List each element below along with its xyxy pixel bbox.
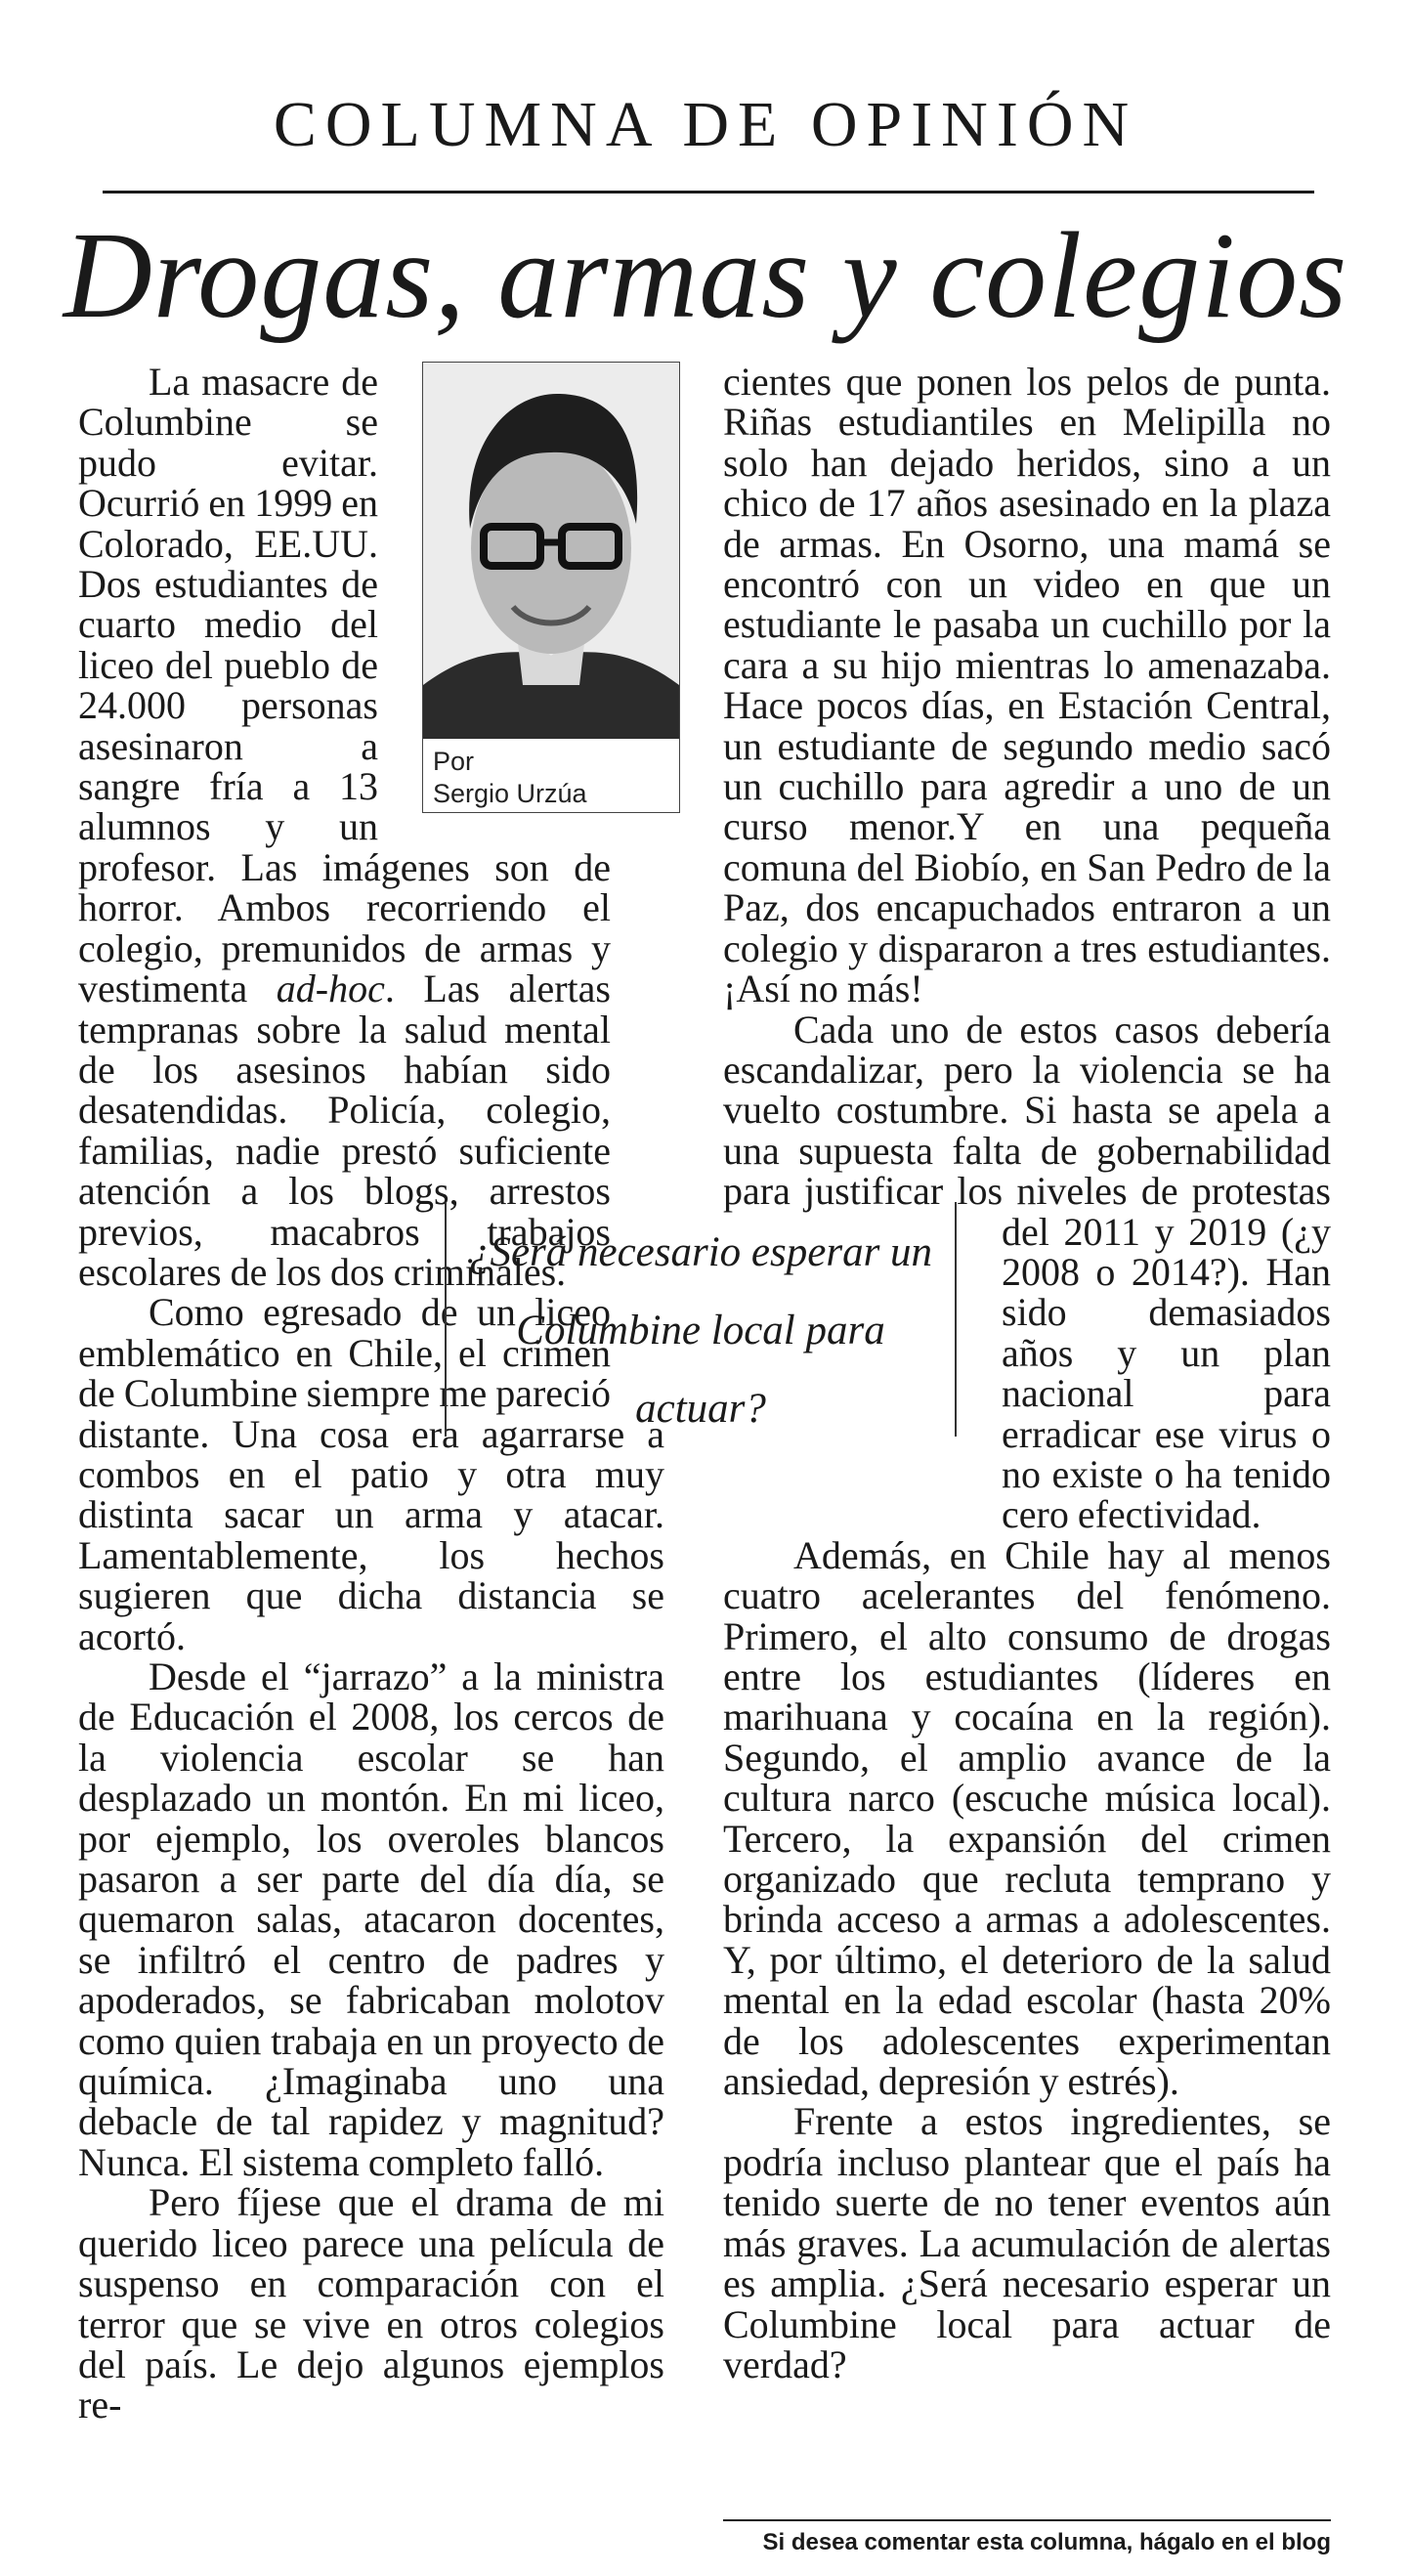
author-portrait: [423, 363, 679, 739]
byline-author: Sergio Urzúa: [433, 779, 587, 808]
paragraph-6: Además, en Chile hay al menos cuatro acelerantes del fenómeno. Primero, el alto consumo de drogas entre los estudiantes (líderes en marihuana y cocaína en la región). Segundo, el amplio avance de la cultura narco (escuche música local). Tercero, la expansión del crimen organizado que recluta temprano y brinda acceso a armas a adolescentes. Y, por último, el deterioro de la salud mental en la edad escolar (hasta 20% de los adolescentes experimentan ansiedad, depresión y estrés).: [723, 1532, 1331, 2104]
headline: Drogas, armas y colegios: [63, 208, 1348, 344]
pull-quote-text: ¿Será necesario esperar un Columbine local para actuar?: [468, 1229, 933, 1432]
header-rule: [103, 191, 1314, 193]
italic-term: ad-hoc: [276, 966, 385, 1011]
author-photo-box: [422, 362, 680, 813]
paragraph-4: Pero fíjese que el drama de mi querido liceo parece una película de suspenso en comparación con el terror que se vive en otros colegios del país. Le dejo algunos ejemplos re-: [78, 2180, 664, 2427]
paragraph-1: La masacre de Columbine se pudo evitar. Ocurrió en 1999 en Colorado, EE.UU. Dos estudiantes de cuarto medio del liceo del pueblo de 24.000 personas asesinaron a sangre fría a 13 alumnos y un profesor. Las imágenes son de horror. Ambos recorriendo el colegio, premunidos de armas y vestimenta ad-hoc. Las alertas tempranas sobre la salud mental de los asesinos habían sido desatendidas. Policía, colegio, familias, nadie prestó suficiente atención a los blogs, arrestos previos, macabros trabajos escolares de los dos criminales.: [78, 360, 611, 1294]
footer-rule: [723, 2519, 1331, 2521]
byline-prefix: Por: [433, 747, 475, 776]
paragraph-5: Cada uno de estos casos debería escandalizar, pero la violencia se ha vuelto costumbre. Si hasta se apela a una supuesta falta de gobernabilidad para justificar los niveles de protestas del 2011 y 2019 (¿y 2008 o 2014?). Han sido demasiados años y un plan nacional para erradicar ese virus o no existe o ha tenido cero efectividad.: [723, 1007, 1331, 1537]
paragraph-3: Desde el “jarrazo” a la ministra de Educación el 2008, los cercos de la violencia escolar se han desplazado un montón. En mi liceo, por ejemplo, los overoles blancos pasaron a ser parte del día día, se quemaron salas, atacaron docentes, se infiltró el centro de padres y apoderados, se fabricaban molotov como quien trabaja en un proyecto de química. ¿Imaginaba uno una debacle de tal rapidez y magnitud? Nunca. El sistema completo falló.: [78, 1654, 664, 2184]
paragraph-2: Como egresado de un liceo emblemático en Chile, el crimen de Columbine siempre me pareció distante. Una cosa era agarrarse a combos en el patio y otra muy distinta sacar un arma y atacar. Lamentablemente, los hechos sugieren que dicha distancia se acortó.: [78, 1290, 664, 1658]
pull-quote: [445, 1202, 957, 1437]
footer-note: Si desea comentar esta columna, hágalo en el blog: [762, 2529, 1331, 2555]
paragraph-4-continued: cientes que ponen los pelos de punta. Riñas estudiantiles en Melipilla no solo han dejado heridos, sino a un chico de 17 años asesinado en la plaza de armas. En Osorno, una mamá se encontró con un video en que un estudiante le pasaba un cuchillo por la cara a su hijo mientras lo amenazaba. Hace pocos días, en Estación Central, un estudiante de segundo medio sacó un cuchillo para agredir a uno de un curso menor.Y en una pequeña comuna del Biobío, en San Pedro de la Paz, dos encapuchados entraron a un colegio y dispararon a tres estudiantes. ¡Así no más!: [723, 360, 1331, 1011]
byline: [433, 746, 587, 810]
section-label: COLUMNA DE OPINIÓN: [273, 89, 1138, 160]
paragraph-7: Frente a estos ingredientes, se podría incluso plantear que el país ha tenido suerte de no tener eventos aún más graves. La acumulación de alertas es amplia. ¿Será necesario esperar un Columbine local para actuar de verdad?: [723, 2099, 1331, 2386]
